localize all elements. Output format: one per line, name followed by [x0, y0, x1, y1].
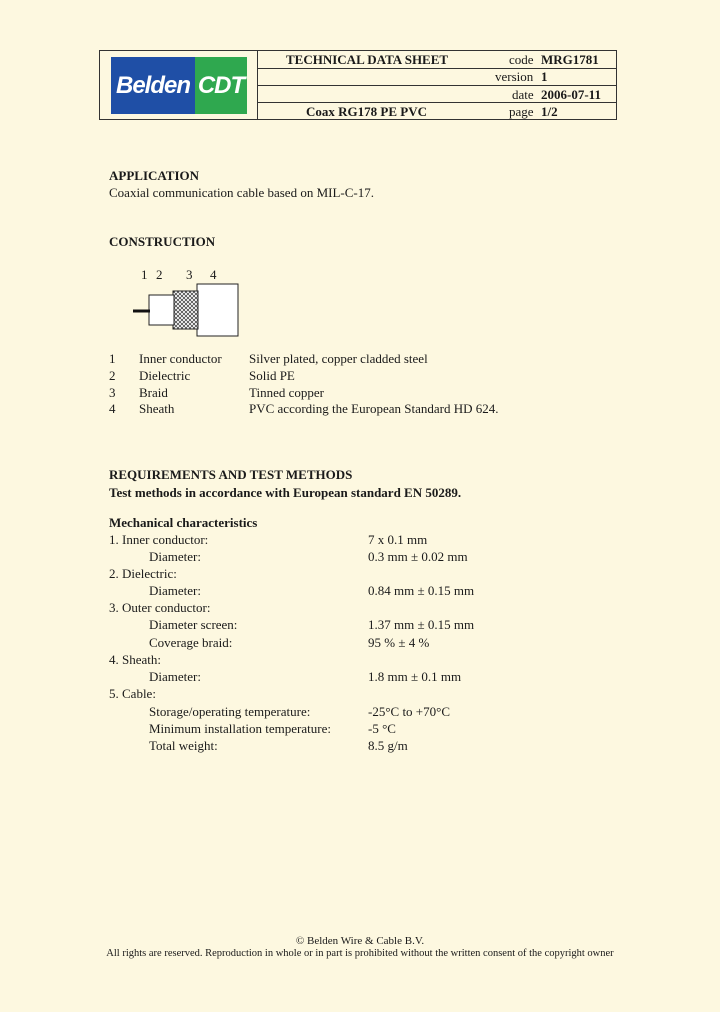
spec-value: 8.5 g/m — [368, 738, 408, 753]
diagram-label-2: 2 — [156, 267, 163, 282]
page-label: page — [509, 104, 534, 119]
construction-name: Dielectric — [139, 368, 191, 383]
date-value: 2006-07-11 — [541, 87, 601, 102]
spec-label: Coverage braid: — [149, 635, 233, 650]
header-box — [99, 50, 617, 120]
spec-label: Total weight: — [149, 738, 218, 753]
version-value: 1 — [541, 69, 548, 84]
sheath-layer — [197, 284, 238, 336]
spec-label: 5. Cable: — [109, 686, 156, 701]
construction-desc: Solid PE — [249, 368, 295, 383]
date-label: date — [512, 87, 534, 102]
footer-copyright: © Belden Wire & Cable B.V. — [295, 935, 425, 947]
spec-label: Storage/operating temperature: — [149, 704, 311, 719]
requirements-subtitle: Test methods in accordance with European standard EN 50289. — [109, 485, 462, 500]
spec-label: Diameter: — [149, 549, 201, 564]
dielectric-layer — [149, 295, 174, 325]
logo-cell — [100, 51, 258, 119]
construction-num: 1 — [109, 351, 116, 366]
spec-value: 0.84 mm ± 0.15 mm — [368, 583, 475, 598]
page-value: 1/2 — [541, 104, 558, 119]
spec-value: 95 % ± 4 % — [368, 635, 430, 650]
doc-title: TECHNICAL DATA SHEET — [286, 52, 449, 67]
spec-label: 4. Sheath: — [109, 652, 161, 667]
construction-name: Braid — [139, 385, 168, 400]
spec-value: -25°C to +70°C — [368, 704, 451, 719]
spec-value: 1.37 mm ± 0.15 mm — [368, 617, 475, 632]
footer-rights: All rights are reserved. Reproduction in whole or in part is prohibited without the written consent of the copyright owner — [106, 948, 614, 959]
diagram-label-3: 3 — [186, 267, 193, 282]
spec-label: Minimum installation temperature: — [149, 721, 331, 736]
version-label: version — [495, 69, 534, 84]
header-divider — [258, 68, 616, 69]
mechanical-title: Mechanical characteristics — [109, 515, 258, 530]
spec-label: 2. Dielectric: — [109, 566, 177, 581]
spec-label: Diameter: — [149, 669, 201, 684]
construction-desc: Tinned copper — [249, 385, 324, 400]
application-title: APPLICATION — [109, 168, 200, 183]
construction-name: Sheath — [139, 401, 175, 416]
requirements-title: REQUIREMENTS AND TEST METHODS — [109, 467, 353, 482]
cable-cross-section-diagram — [130, 280, 242, 340]
construction-num: 3 — [109, 385, 116, 400]
construction-num: 4 — [109, 401, 116, 416]
spec-value: -5 °C — [368, 721, 396, 736]
header-divider — [258, 85, 616, 86]
logo-belden: Belden — [111, 57, 195, 114]
logo-cdt: CDT — [195, 57, 247, 114]
diagram-label-1: 1 — [141, 267, 148, 282]
application-text: Coaxial communication cable based on MIL-C-17. — [109, 185, 374, 200]
code-value: MRG1781 — [541, 52, 599, 67]
diagram-label-4: 4 — [210, 267, 217, 282]
code-label: code — [509, 52, 534, 67]
construction-name: Inner conductor — [139, 351, 222, 366]
construction-num: 2 — [109, 368, 116, 383]
construction-title: CONSTRUCTION — [109, 234, 216, 249]
spec-value: 1.8 mm ± 0.1 mm — [368, 669, 462, 684]
spec-label: 3. Outer conductor: — [109, 600, 211, 615]
spec-value: 0.3 mm ± 0.02 mm — [368, 549, 468, 564]
braid-layer — [173, 291, 198, 329]
construction-desc: Silver plated, copper cladded steel — [249, 351, 428, 366]
spec-label: Diameter screen: — [149, 617, 238, 632]
spec-label: 1. Inner conductor: — [109, 532, 209, 547]
product-name: Coax RG178 PE PVC — [306, 104, 427, 119]
spec-label: Diameter: — [149, 583, 201, 598]
construction-desc: PVC according the European Standard HD 624. — [249, 401, 499, 416]
spec-value: 7 x 0.1 mm — [368, 532, 428, 547]
